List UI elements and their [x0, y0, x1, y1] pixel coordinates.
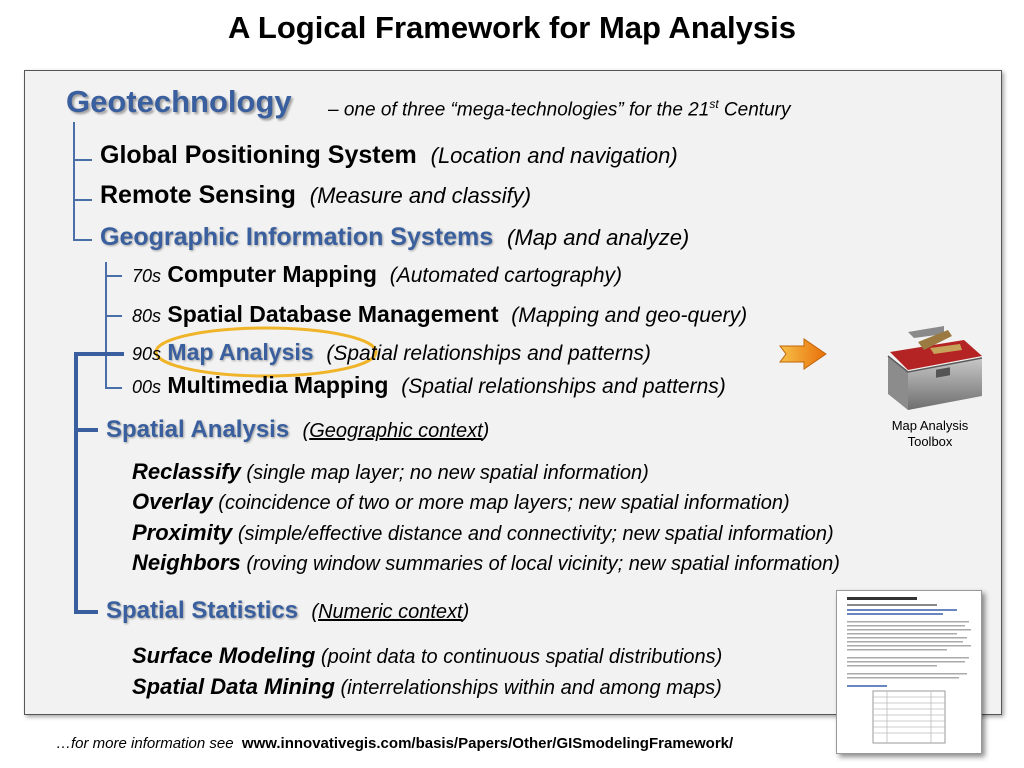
item-overlay: Overlay (coincidence of two or more map layers; new spatial information): [132, 489, 790, 514]
branch-gis: Geographic Information Systems (Map and analyze): [100, 223, 690, 251]
item-neighbors: Neighbors (roving window summaries of local vicinity; new spatial information): [132, 550, 840, 575]
item-proximity: Proximity (simple/effective distance and connectivity; new spatial information): [132, 520, 834, 545]
toolbox-icon: [878, 322, 984, 414]
arrow-right-icon: [778, 338, 828, 370]
footer-link[interactable]: www.innovativegis.com/basis/Papers/Other/GISmodelingFramework/: [241, 735, 734, 752]
geotechnology-subtitle: – one of three “mega-technologies” for the 21st Century: [328, 97, 791, 121]
era-70s: 70s Computer Mapping (Automated cartography): [132, 261, 623, 287]
toolbox-caption: Map Analysis Toolbox: [891, 418, 969, 449]
era-80s: 80s Spatial Database Management (Mapping and geo-query): [132, 301, 748, 327]
branch-remote-sensing: Remote Sensing (Measure and classify): [100, 181, 532, 209]
item-surface-modeling: Surface Modeling (point data to continuous spatial distributions): [132, 643, 723, 668]
item-spatial-data-mining: Spatial Data Mining (interrelationships within and among maps): [132, 674, 722, 699]
page-title: A Logical Framework for Map Analysis: [228, 10, 796, 45]
era-00s: 00s Multimedia Mapping (Spatial relationships and patterns): [132, 372, 726, 398]
geotechnology-title: Geotechnology: [66, 84, 292, 119]
item-reclassify: Reclassify (single map layer; no new spatial information): [132, 459, 649, 484]
branch-gps: Global Positioning System (Location and navigation): [100, 141, 678, 169]
footer-note: …for more information see www.innovativegis.com/basis/Papers/Other/GISmodelingFramework/: [56, 735, 734, 752]
spatial-analysis-heading: Spatial Analysis (Geographic context): [106, 416, 490, 443]
era-90s: 90s Map Analysis (Spatial relationships and patterns): [132, 339, 651, 365]
spatial-statistics-heading: Spatial Statistics (Numeric context): [106, 597, 470, 624]
paper-thumbnail-icon: [836, 590, 982, 754]
